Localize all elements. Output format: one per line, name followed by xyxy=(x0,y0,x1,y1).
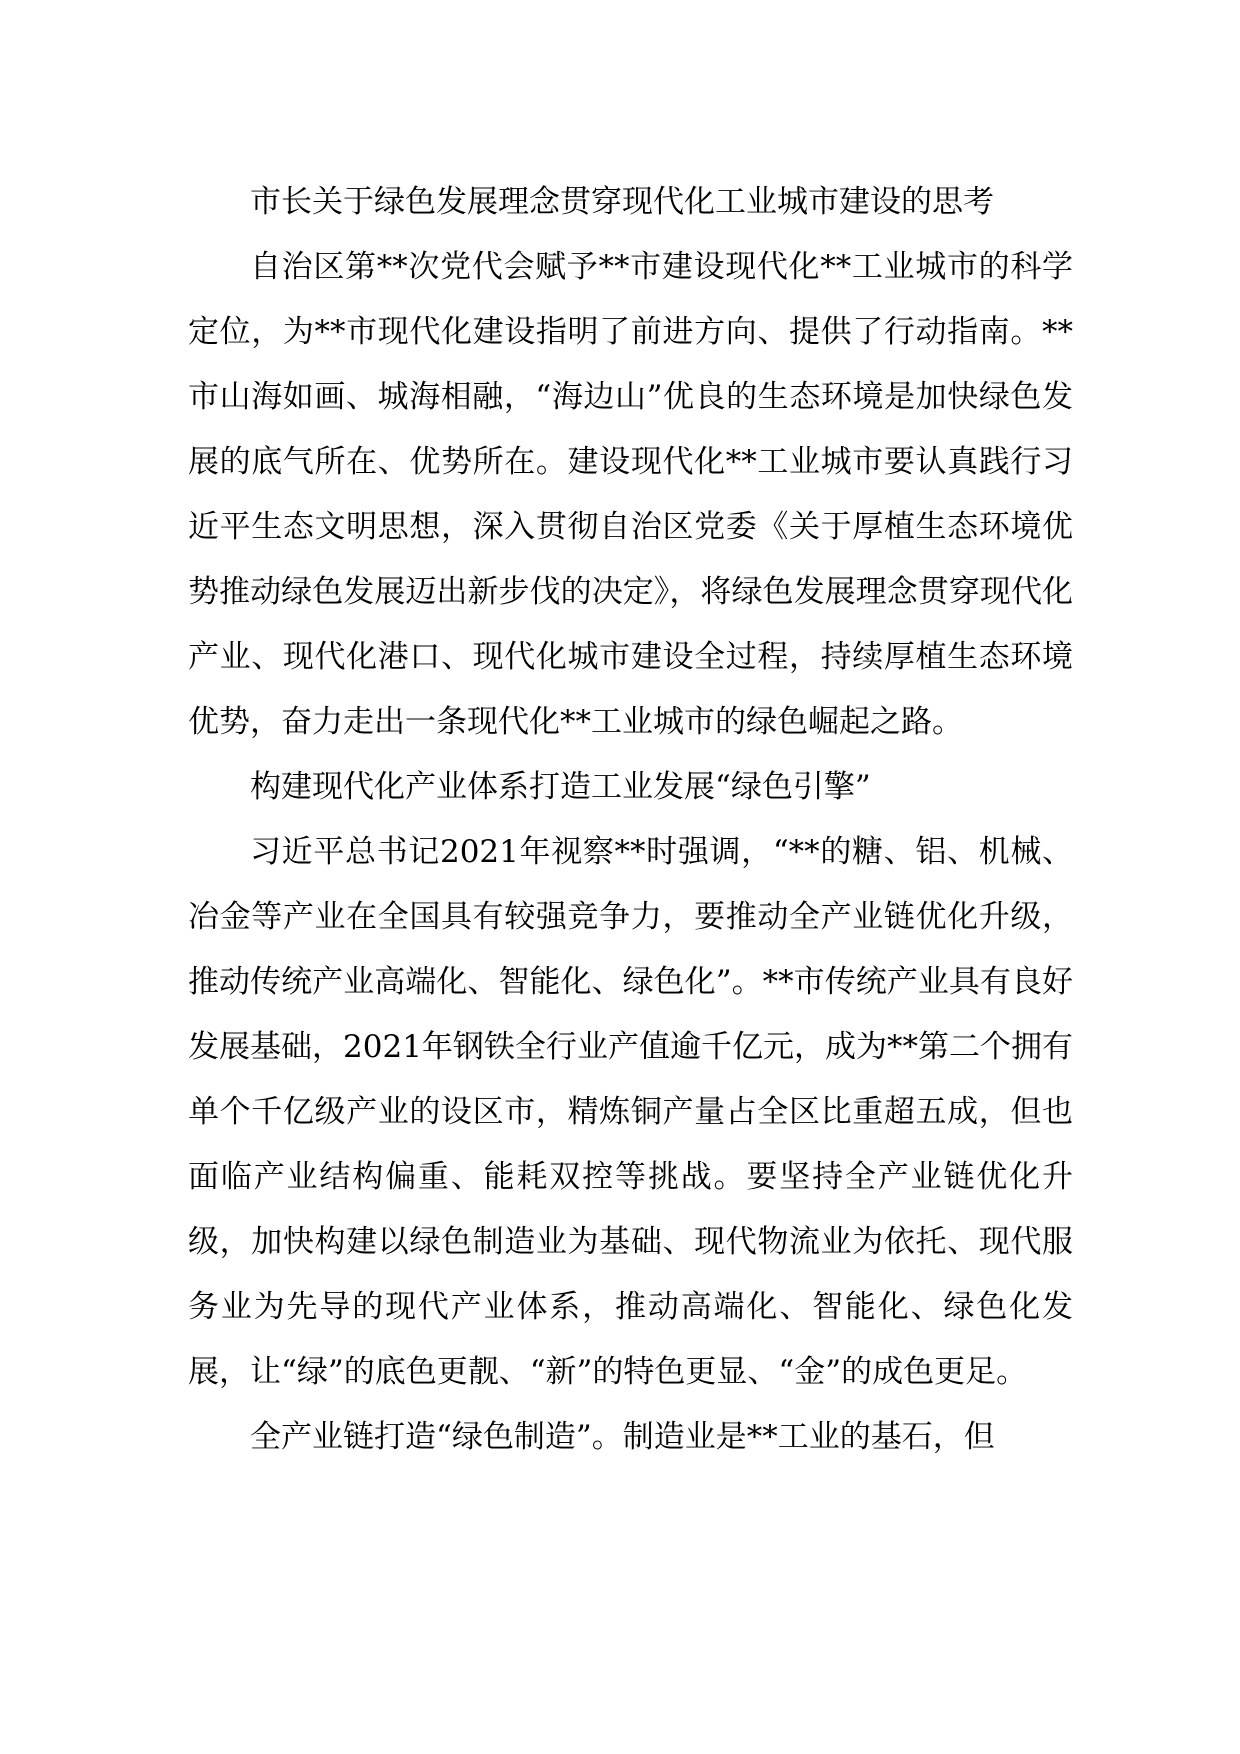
section-paragraph-2: 全产业链打造“绿色制造”。制造业是**工业的基石，但 xyxy=(250,1419,995,1455)
intro-paragraph: 自治区第**次党代会赋予**市建设现代化**工业城市的科学定位，为**市现代化建设指明了前进方向、提供了行动指南。**市山海如画、城海相融，“海边山”优良的生态环境是加快绿色发展的底气所在、优势所在。建设现代化**工业城市要认真践行习近平生态文明思想，深入贯彻自治区党委《关于厚植生态环境优势推动绿色发展迈出新步伐的决定》，将绿色发展理念贯穿现代化产业、现代化港口、现代化城市建设全过程，持续厚植生态环境优势，奋力走出一条现代化**工业城市的绿色崛起之路。 xyxy=(188,249,1073,740)
section-paragraph-1: 习近平总书记2021年视察**时强调，“**的糖、铝、机械、冶金等产业在全国具有较强竞争力，要推动全产业链优化升级，推动传统产业高端化、智能化、绿色化”。**市传统产业具有良好发展基础，2021年钢铁全行业产值逾千亿元，成为**第二个拥有单个千亿级产业的设区市，精炼铜产量占全区比重超五成，但也面临产业结构偏重、能耗双控等挑战。要坚持全产业链优化升级，加快构建以绿色制造业为基础、现代物流业为依托、现代服务业为先导的现代产业体系，推动高端化、智能化、绿色化发展，让“绿”的底色更靓、“新”的特色更显、“金”的成色更足。 xyxy=(188,834,1073,1390)
document-title: 市长关于绿色发展理念贯穿现代化工业城市建设的思考 xyxy=(250,184,994,220)
section-heading: 构建现代化产业体系打造工业发展“绿色引擎” xyxy=(250,769,871,805)
document-page xyxy=(188,170,1073,1470)
